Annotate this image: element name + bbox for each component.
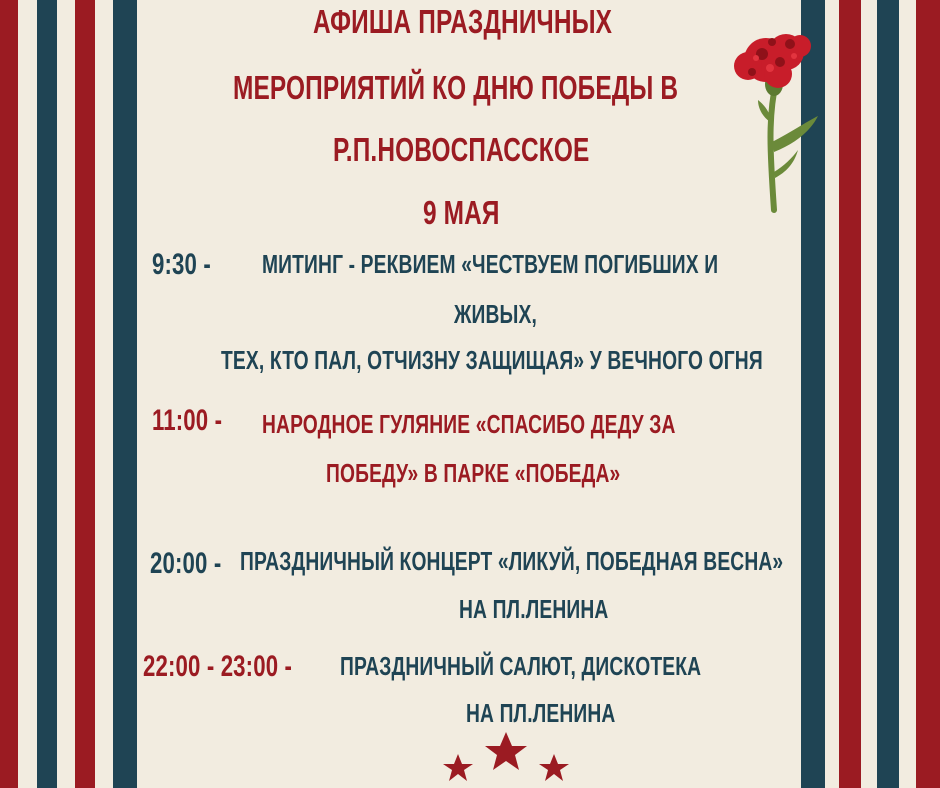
carnation-icon: [718, 22, 828, 222]
event-text: ТЕХ, КТО ПАЛ, ОТЧИЗНУ ЗАЩИЩАЯ» У ВЕЧНОГО ОГНЯ: [221, 345, 763, 375]
event-time: 22:00 - 23:00 -: [143, 650, 293, 683]
event-time: 20:00 -: [150, 547, 222, 580]
event-text: НАРОДНОЕ ГУЛЯНИЕ «СПАСИБО ДЕДУ ЗА: [262, 409, 676, 439]
event-text: ПОБЕДУ» В ПАРКЕ «ПОБЕДА»: [326, 458, 621, 488]
event-text: ПРАЗДНИЧНЫЙ САЛЮТ, ДИСКОТЕКА: [340, 651, 702, 681]
event-time: 9:30 -: [152, 248, 211, 281]
poster-title-line-3: Р.П.НОВОСПАССКОЕ: [333, 131, 590, 168]
poster-title-line-1: АФИША ПРАЗДНИЧНЫХ: [313, 3, 613, 40]
event-time: 11:00 -: [152, 404, 223, 437]
star-icon: [443, 754, 473, 781]
stars-decoration: [436, 728, 576, 788]
poster-date: 9 МАЯ: [423, 194, 500, 231]
event-text: НА ПЛ.ЛЕНИНА: [459, 594, 609, 624]
star-icon: [485, 732, 527, 770]
star-icon: [539, 754, 569, 781]
event-text: НА ПЛ.ЛЕНИНА: [466, 698, 616, 728]
event-text: ЖИВЫХ,: [454, 299, 538, 329]
event-text: МИТИНГ - РЕКВИЕМ «ЧЕСТВУЕМ ПОГИБШИХ И: [262, 249, 719, 279]
poster-title-line-2: МЕРОПРИЯТИЙ КО ДНЮ ПОБЕДЫ В: [233, 69, 679, 106]
event-text: ПРАЗДНИЧНЫЙ КОНЦЕРТ «ЛИКУЙ, ПОБЕДНАЯ ВЕСНА»: [240, 546, 784, 576]
